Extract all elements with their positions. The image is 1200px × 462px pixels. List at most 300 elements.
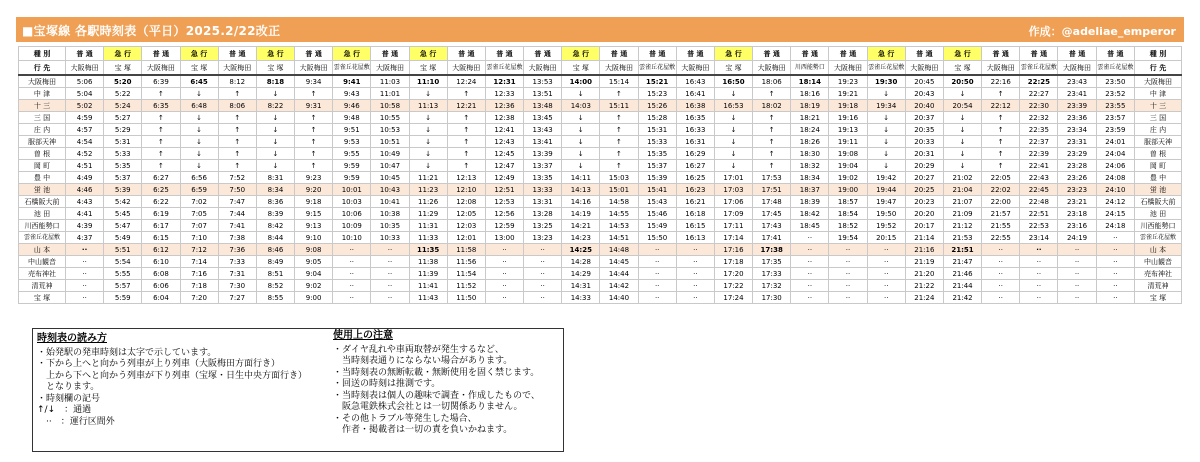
time-cell: 6:06 [142,280,180,292]
time-cell: 14:11 [562,172,600,184]
time-cell: ·· [982,292,1020,304]
time-cell: 13:45 [524,112,562,124]
time-cell: 9:31 [295,100,333,112]
note-line: となります。 [37,382,100,392]
time-cell: 10:09 [333,220,371,232]
time-cell: 11:43 [409,292,447,304]
time-cell: 7:05 [180,208,218,220]
time-cell: 8:18 [256,75,294,88]
station-name: 岡 町 [19,160,66,172]
time-cell: ↑ [142,136,180,148]
time-cell: 18:54 [829,208,867,220]
time-cell: 12:31 [485,75,523,88]
train-type: 普 通 [829,47,867,61]
time-cell: 21:22 [905,280,943,292]
train-destination: 大阪梅田 [676,61,714,76]
time-cell: 9:55 [333,148,371,160]
time-cell: ↑ [600,112,638,124]
dest-label: 行 先 [19,61,66,76]
time-cell: 20:45 [905,75,943,88]
time-cell: 19:23 [829,75,867,88]
time-cell: 23:23 [1058,184,1096,196]
time-cell: 23:21 [1058,196,1096,208]
time-cell: 20:17 [905,220,943,232]
time-cell: 10:47 [371,160,409,172]
time-cell: 6:25 [142,184,180,196]
time-cell: 14:29 [562,268,600,280]
time-cell: 23:55 [1096,100,1134,112]
train-type: 急 行 [333,47,371,61]
time-cell: ·· [524,244,562,256]
time-cell: 15:35 [638,148,676,160]
page-title: ■宝塚線 各駅時刻表（平日）2025.2/22改正 [22,24,281,38]
time-cell: ↑ [753,136,791,148]
time-cell: 13:28 [524,208,562,220]
time-cell: 19:30 [867,75,905,88]
time-cell: ·· [1096,256,1134,268]
time-cell: 23:41 [1058,88,1096,100]
station-name: 豊 中 [1135,172,1182,184]
time-cell: 6:17 [142,220,180,232]
time-cell: 6:48 [180,100,218,112]
time-cell: 15:50 [638,232,676,244]
station-name: 中山観音 [1135,256,1182,268]
time-cell: 9:13 [295,220,333,232]
time-cell: ·· [829,256,867,268]
time-cell: 5:20 [104,75,142,88]
time-cell: ↑ [218,112,256,124]
time-cell: ↑ [142,160,180,172]
time-cell: 5:57 [104,280,142,292]
time-cell: 19:16 [829,112,867,124]
timetable [18,46,1182,304]
time-cell: ↓ [714,160,752,172]
time-cell: 10:10 [333,232,371,244]
train-destination: 雲雀丘花屋敷 [638,61,676,76]
time-cell: ↓ [867,124,905,136]
time-cell: ↑ [982,88,1020,100]
time-cell: 4:37 [66,232,104,244]
time-cell: 22:43 [1020,172,1058,184]
time-cell: 17:41 [753,232,791,244]
time-cell: 23:28 [1058,160,1096,172]
time-cell: ↓ [943,160,981,172]
time-cell: 8:44 [256,232,294,244]
time-cell: ↑ [447,160,485,172]
train-type: 急 行 [104,47,142,61]
time-cell: 10:53 [371,124,409,136]
time-cell: 19:21 [829,88,867,100]
time-cell: ↑ [982,160,1020,172]
time-cell: 21:07 [943,196,981,208]
time-cell: 18:24 [791,124,829,136]
time-cell: ↑ [295,148,333,160]
time-cell: ↓ [714,112,752,124]
station-name: 池 田 [19,208,66,220]
time-cell: 23:16 [1058,220,1096,232]
train-type: 普 通 [905,47,943,61]
time-cell: 19:50 [867,208,905,220]
time-cell: 5:33 [104,148,142,160]
type-label: 種 別 [19,47,66,61]
usage-notes-lines [333,345,559,437]
time-cell: 4:52 [66,148,104,160]
time-cell: 5:04 [66,88,104,100]
time-cell: 4:54 [66,136,104,148]
time-cell: ↑ [218,160,256,172]
time-cell: 14:51 [600,232,638,244]
time-cell: ·· [676,292,714,304]
time-cell: 20:43 [905,88,943,100]
time-cell: ↓ [562,88,600,100]
station-name: 中 津 [19,88,66,100]
train-destination: 大阪梅田 [218,61,256,76]
time-cell: 7:47 [218,196,256,208]
time-cell: ·· [524,256,562,268]
time-cell: 15:28 [638,112,676,124]
time-cell: ↓ [943,88,981,100]
time-cell: 10:55 [371,112,409,124]
time-cell: 5:22 [104,88,142,100]
time-cell: 17:53 [753,172,791,184]
time-cell: 14:48 [600,244,638,256]
note-line: ・下から上へと向かう列車が上り列車（大阪梅田方面行き） [37,359,281,369]
time-cell: 23:52 [1096,88,1134,100]
station-name: 蛍 池 [1135,184,1182,196]
train-type: 普 通 [753,47,791,61]
time-cell: 11:21 [409,172,447,184]
station-name: 山 本 [1135,244,1182,256]
train-type: 普 通 [66,47,104,61]
time-cell: 11:31 [409,220,447,232]
time-cell: 21:14 [905,232,943,244]
time-cell: 17:35 [753,256,791,268]
time-cell: ↓ [180,124,218,136]
time-cell: ↓ [562,112,600,124]
train-destination: 宝 塚 [180,61,218,76]
train-destination: 大阪梅田 [600,61,638,76]
time-cell: ↓ [256,148,294,160]
time-cell: 14:33 [562,292,600,304]
time-cell: 7:16 [180,268,218,280]
time-cell: 15:01 [600,184,638,196]
time-cell: 5:02 [66,100,104,112]
time-cell: 5:29 [104,124,142,136]
time-cell: 8:51 [256,268,294,280]
time-cell: 16:25 [676,172,714,184]
time-cell: 9:23 [295,172,333,184]
station-name: 十 三 [1135,100,1182,112]
time-cell: 4:41 [66,208,104,220]
time-cell: ↓ [867,136,905,148]
time-cell: ·· [1020,244,1058,256]
train-type: 普 通 [600,47,638,61]
time-cell: 12:10 [447,184,485,196]
station-name: 雲雀丘花屋敷 [19,232,66,244]
time-cell: 13:33 [524,184,562,196]
time-cell: ↓ [943,124,981,136]
time-cell: 23:26 [1058,172,1096,184]
train-destination: 大阪梅田 [753,61,791,76]
time-cell: ↑ [218,136,256,148]
time-cell: 9:41 [333,75,371,88]
time-cell: 12:59 [485,220,523,232]
time-cell: 13:48 [524,100,562,112]
time-cell: ↑ [982,136,1020,148]
note-line: ・回送の時刻は推測です。 [333,379,441,389]
time-cell: ↓ [409,148,447,160]
time-cell: ·· [66,280,104,292]
time-cell: ↓ [714,88,752,100]
time-cell: 22:45 [1020,184,1058,196]
time-cell: 22:27 [1020,88,1058,100]
time-cell: 12:47 [485,160,523,172]
note-line: ・その他トラブル等発生した場合、 [333,413,477,424]
train-destination: 大阪梅田 [905,61,943,76]
station-name: 宝 塚 [19,292,66,304]
time-cell: 13:53 [524,75,562,88]
time-cell: ·· [1058,268,1096,280]
time-cell: ↑ [447,136,485,148]
train-type: 普 通 [485,47,523,61]
time-cell: 5:51 [104,244,142,256]
time-cell: 12:38 [485,112,523,124]
time-cell: 16:35 [676,112,714,124]
time-cell: ·· [371,244,409,256]
time-cell: ·· [1096,232,1134,244]
time-cell: 7:30 [218,280,256,292]
time-cell: ·· [982,268,1020,280]
train-type: 普 通 [371,47,409,61]
time-cell: ·· [638,280,676,292]
time-cell: ·· [867,268,905,280]
note-line: 作者・掲載者は一切の責を負いかねます。 [333,425,513,435]
time-cell: ↓ [943,136,981,148]
time-cell: 12:45 [485,148,523,160]
time-cell: 21:09 [943,208,981,220]
time-cell: ·· [982,244,1020,256]
time-cell: 9:18 [295,196,333,208]
time-cell: 12:49 [485,172,523,184]
time-cell: 10:35 [371,220,409,232]
time-cell: ↓ [562,124,600,136]
time-cell: ·· [676,256,714,268]
time-cell: 5:49 [104,232,142,244]
time-cell: ·· [676,280,714,292]
time-cell: 16:23 [676,184,714,196]
time-cell: 18:42 [791,208,829,220]
time-cell: 15:21 [638,75,676,88]
time-cell: ↑ [753,112,791,124]
time-cell: 19:04 [829,160,867,172]
time-cell: ↑ [982,112,1020,124]
time-cell: 7:50 [218,184,256,196]
time-cell: 15:23 [638,88,676,100]
time-cell: 18:02 [753,100,791,112]
time-cell: 5:35 [104,160,142,172]
time-cell: 4:59 [66,112,104,124]
time-cell: 18:57 [829,196,867,208]
time-cell: 22:55 [982,232,1020,244]
train-destination: 宝 塚 [714,61,752,76]
time-cell: 16:18 [676,208,714,220]
time-cell: 15:11 [600,100,638,112]
time-cell: ·· [867,256,905,268]
time-cell: 6:10 [142,256,180,268]
time-cell: 18:37 [791,184,829,196]
time-cell: 13:37 [524,160,562,172]
time-cell: 9:05 [295,256,333,268]
time-cell: 10:01 [333,184,371,196]
time-cell: 18:14 [791,75,829,88]
station-name: 庄 内 [1135,124,1182,136]
time-cell: ·· [1058,292,1096,304]
time-cell: 23:36 [1058,112,1096,124]
train-type: 急 行 [867,47,905,61]
time-cell: 6:19 [142,208,180,220]
time-cell: 17:32 [753,280,791,292]
time-cell: 4:49 [66,172,104,184]
station-name: 庄 内 [19,124,66,136]
time-cell: ·· [371,292,409,304]
time-cell: ↑ [447,148,485,160]
time-cell: 19:02 [829,172,867,184]
dest-label: 行 先 [1135,61,1182,76]
time-cell: 20:23 [905,196,943,208]
time-cell: 18:16 [791,88,829,100]
time-cell: 14:16 [562,196,600,208]
time-cell: ↑ [600,148,638,160]
time-cell: 11:23 [409,184,447,196]
time-cell: ·· [333,244,371,256]
time-cell: 13:35 [524,172,562,184]
time-cell: ↓ [180,112,218,124]
train-type: 普 通 [295,47,333,61]
time-cell: 23:18 [1058,208,1096,220]
time-cell: 8:42 [256,220,294,232]
time-cell: ·· [66,244,104,256]
time-cell: 6:39 [142,75,180,88]
time-cell: ↑ [295,88,333,100]
time-cell: 20:29 [905,160,943,172]
time-cell: 19:08 [829,148,867,160]
time-cell: ↓ [256,160,294,172]
note-line: 当時刻表通りにならない場合があります。 [333,356,513,366]
time-cell: 17:51 [753,184,791,196]
station-name: 清荒神 [1135,280,1182,292]
train-destination: 大阪梅田 [66,61,104,76]
time-cell: 9:59 [333,172,371,184]
time-cell: 24:15 [1096,208,1134,220]
time-cell: 6:45 [180,75,218,88]
time-cell: 17:11 [714,220,752,232]
time-cell: ↓ [409,88,447,100]
time-cell: 11:13 [409,100,447,112]
train-destination: 雲雀丘花屋敷 [867,61,905,76]
time-cell: 6:27 [142,172,180,184]
title-bar [16,17,1184,42]
time-cell: 14:19 [562,208,600,220]
time-cell: ↑ [295,160,333,172]
time-cell: 14:53 [600,220,638,232]
time-cell: 9:08 [295,244,333,256]
time-cell: 17:14 [714,232,752,244]
time-cell: ·· [1096,292,1134,304]
time-cell: 6:35 [142,100,180,112]
time-cell: ↓ [256,88,294,100]
time-cell: ·· [1020,292,1058,304]
time-cell: 22:32 [1020,112,1058,124]
time-cell: 15:03 [600,172,638,184]
train-destination: 大阪梅田 [524,61,562,76]
time-cell: ·· [485,280,523,292]
time-cell: 18:52 [829,220,867,232]
time-cell: 13:41 [524,136,562,148]
time-cell: ·· [829,280,867,292]
time-cell: 12:24 [447,75,485,88]
time-cell: 4:51 [66,160,104,172]
time-cell: 23:34 [1058,124,1096,136]
time-cell: ·· [791,256,829,268]
time-cell: 9:34 [295,75,333,88]
time-cell: ↓ [180,88,218,100]
time-cell: ·· [1020,280,1058,292]
time-cell: 23:59 [1096,124,1134,136]
time-cell: 12:51 [485,184,523,196]
time-cell: 19:18 [829,100,867,112]
time-cell: 14:03 [562,100,600,112]
time-cell: 4:39 [66,220,104,232]
time-cell: 16:43 [676,75,714,88]
time-cell: ↑ [600,124,638,136]
time-cell: ·· [982,256,1020,268]
time-cell: 17:03 [714,184,752,196]
time-cell: 17:01 [714,172,752,184]
time-cell: 5:54 [104,256,142,268]
time-cell: 23:57 [1096,112,1134,124]
time-cell: 24:10 [1096,184,1134,196]
time-cell: ↑ [218,124,256,136]
type-label: 種 別 [1135,47,1182,61]
time-cell: ↓ [867,160,905,172]
time-cell: ↓ [409,124,447,136]
time-cell: 21:04 [943,184,981,196]
time-cell: ·· [66,256,104,268]
time-cell: 5:24 [104,100,142,112]
time-cell: 10:38 [371,208,409,220]
time-cell: ·· [638,292,676,304]
train-type: 普 通 [1020,47,1058,61]
time-cell: 10:06 [333,208,371,220]
time-cell: ↓ [943,112,981,124]
time-cell: 12:13 [447,172,485,184]
time-cell: 20:37 [905,112,943,124]
time-cell: 8:12 [218,75,256,88]
time-cell: 14:42 [600,280,638,292]
time-cell: 15:14 [600,75,638,88]
time-cell: ·· [333,280,371,292]
time-cell: ·· [791,280,829,292]
time-cell: 7:07 [180,220,218,232]
time-cell: 17:20 [714,268,752,280]
time-cell: 14:31 [562,280,600,292]
time-cell: 11:50 [447,292,485,304]
time-cell: 23:29 [1058,148,1096,160]
time-cell: 7:14 [180,256,218,268]
train-type: 普 通 [638,47,676,61]
time-cell: 21:55 [982,220,1020,232]
time-cell: 14:45 [600,256,638,268]
